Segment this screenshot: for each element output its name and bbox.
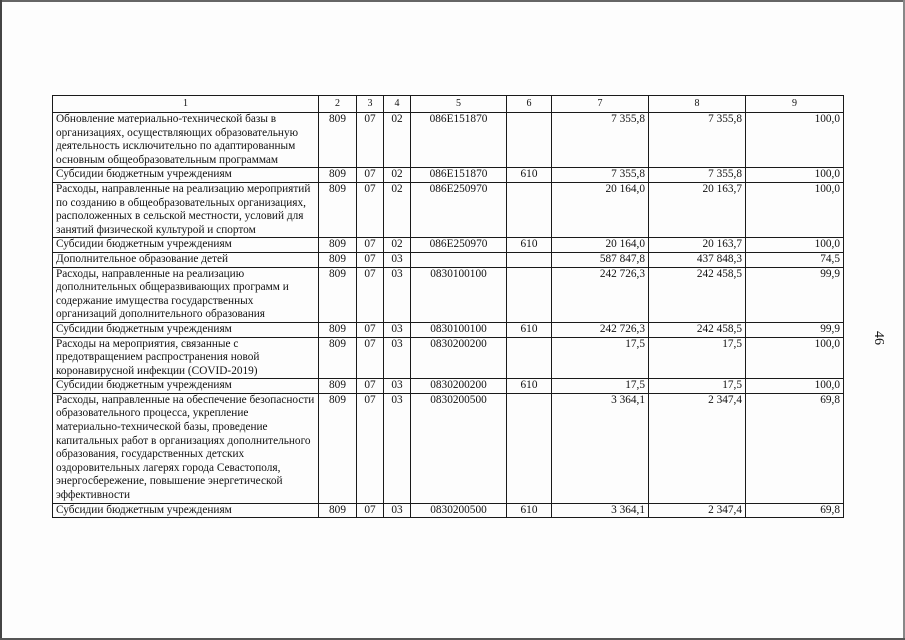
cell-planned: 3 364,1	[552, 393, 649, 503]
table-row	[53, 503, 844, 518]
cell-executed: 20 163,7	[649, 238, 746, 253]
cell-name: Субсидии бюджетным учреждениям	[53, 503, 319, 518]
cell-executed: 17,5	[649, 337, 746, 379]
cell-subsection-code: 03	[384, 379, 411, 394]
cell-target-article: 0830200200	[411, 379, 507, 394]
cell-section-code: 07	[357, 168, 384, 183]
cell-planned: 17,5	[552, 337, 649, 379]
header-col-9: 9	[746, 96, 844, 113]
budget-table	[52, 95, 844, 518]
cell-percent: 100,0	[746, 113, 844, 168]
cell-percent: 99,9	[746, 322, 844, 337]
cell-section-code: 07	[357, 238, 384, 253]
header-col-7: 7	[552, 96, 649, 113]
cell-name: Расходы, направленные на реализацию дополнительных общеразвивающих программ и содержание имущества государственных организаций дополнительного образования	[53, 267, 319, 322]
table-row	[53, 168, 844, 183]
table-row	[53, 393, 844, 503]
cell-planned: 17,5	[552, 379, 649, 394]
cell-percent: 74,5	[746, 252, 844, 267]
cell-expense-type	[507, 337, 552, 379]
cell-planned: 587 847,8	[552, 252, 649, 267]
cell-name: Обновление материально-технической базы в организациях, осуществляющих образовательную деятельность исключительно по адаптированным основным общеобразовательным программам	[53, 113, 319, 168]
cell-target-article: 086E151870	[411, 113, 507, 168]
cell-planned: 7 355,8	[552, 168, 649, 183]
cell-planned: 7 355,8	[552, 113, 649, 168]
cell-expense-type: 610	[507, 238, 552, 253]
cell-subsection-code: 03	[384, 337, 411, 379]
header-col-2: 2	[319, 96, 357, 113]
cell-percent: 100,0	[746, 182, 844, 237]
cell-subsection-code: 02	[384, 182, 411, 237]
cell-ministry-code: 809	[319, 503, 357, 518]
cell-expense-type: 610	[507, 503, 552, 518]
table-body	[53, 113, 844, 518]
cell-expense-type	[507, 182, 552, 237]
cell-target-article: 086E151870	[411, 168, 507, 183]
table-row	[53, 267, 844, 322]
cell-executed: 242 458,5	[649, 322, 746, 337]
cell-percent: 69,8	[746, 503, 844, 518]
cell-executed: 7 355,8	[649, 168, 746, 183]
table-row	[53, 113, 844, 168]
cell-ministry-code: 809	[319, 168, 357, 183]
cell-section-code: 07	[357, 393, 384, 503]
cell-planned: 242 726,3	[552, 267, 649, 322]
page-number: 46	[871, 331, 886, 345]
cell-planned: 20 164,0	[552, 238, 649, 253]
header-col-6: 6	[507, 96, 552, 113]
header-col-3: 3	[357, 96, 384, 113]
cell-section-code: 07	[357, 252, 384, 267]
cell-name: Субсидии бюджетным учреждениям	[53, 168, 319, 183]
cell-executed: 2 347,4	[649, 393, 746, 503]
cell-ministry-code: 809	[319, 322, 357, 337]
cell-planned: 242 726,3	[552, 322, 649, 337]
cell-ministry-code: 809	[319, 393, 357, 503]
cell-subsection-code: 03	[384, 322, 411, 337]
cell-percent: 99,9	[746, 267, 844, 322]
cell-executed: 7 355,8	[649, 113, 746, 168]
table-row	[53, 322, 844, 337]
cell-subsection-code: 03	[384, 393, 411, 503]
cell-section-code: 07	[357, 267, 384, 322]
cell-ministry-code: 809	[319, 238, 357, 253]
cell-subsection-code: 03	[384, 252, 411, 267]
cell-subsection-code: 03	[384, 503, 411, 518]
cell-subsection-code: 02	[384, 113, 411, 168]
cell-subsection-code: 03	[384, 267, 411, 322]
scan-edge-left	[0, 0, 2, 640]
cell-ministry-code: 809	[319, 182, 357, 237]
cell-expense-type	[507, 113, 552, 168]
cell-target-article: 0830200500	[411, 503, 507, 518]
cell-percent: 100,0	[746, 238, 844, 253]
cell-percent: 69,8	[746, 393, 844, 503]
cell-percent: 100,0	[746, 168, 844, 183]
cell-executed: 2 347,4	[649, 503, 746, 518]
cell-ministry-code: 809	[319, 267, 357, 322]
table-row	[53, 252, 844, 267]
cell-subsection-code: 02	[384, 168, 411, 183]
header-col-1: 1	[53, 96, 319, 113]
cell-section-code: 07	[357, 322, 384, 337]
cell-target-article: 0830100100	[411, 322, 507, 337]
scan-edge-top	[0, 0, 905, 2]
header-col-5: 5	[411, 96, 507, 113]
cell-expense-type: 610	[507, 168, 552, 183]
table-row	[53, 379, 844, 394]
cell-expense-type	[507, 252, 552, 267]
cell-target-article: 0830200500	[411, 393, 507, 503]
cell-target-article	[411, 252, 507, 267]
cell-section-code: 07	[357, 503, 384, 518]
cell-expense-type	[507, 393, 552, 503]
cell-percent: 100,0	[746, 337, 844, 379]
cell-planned: 20 164,0	[552, 182, 649, 237]
cell-ministry-code: 809	[319, 379, 357, 394]
cell-executed: 242 458,5	[649, 267, 746, 322]
cell-executed: 17,5	[649, 379, 746, 394]
cell-ministry-code: 809	[319, 252, 357, 267]
header-col-8: 8	[649, 96, 746, 113]
cell-name: Расходы на мероприятия, связанные с предотвращением распространения новой коронавирусной инфекции (COVID-2019)	[53, 337, 319, 379]
table-row	[53, 337, 844, 379]
cell-executed: 20 163,7	[649, 182, 746, 237]
cell-expense-type: 610	[507, 322, 552, 337]
cell-section-code: 07	[357, 113, 384, 168]
cell-target-article: 0830100100	[411, 267, 507, 322]
cell-name: Дополнительное образование детей	[53, 252, 319, 267]
cell-name: Субсидии бюджетным учреждениям	[53, 238, 319, 253]
cell-name: Расходы, направленные на обеспечение безопасности образовательного процесса, укрепление материально-технической базы, проведение капитальных работ в организациях дополнительного образования, государственных детских оздоровительных лагерях города Севастополя, энергосбережение, повышение энергетической эффективности	[53, 393, 319, 503]
cell-percent: 100,0	[746, 379, 844, 394]
cell-target-article: 0830200200	[411, 337, 507, 379]
cell-expense-type: 610	[507, 379, 552, 394]
cell-name: Субсидии бюджетным учреждениям	[53, 379, 319, 394]
cell-target-article: 086E250970	[411, 182, 507, 237]
table-row	[53, 182, 844, 237]
cell-name: Расходы, направленные на реализацию мероприятий по созданию в общеобразовательных организациях, расположенных в сельской местности, условий для занятий физической культурой и спортом	[53, 182, 319, 237]
header-col-4: 4	[384, 96, 411, 113]
cell-section-code: 07	[357, 379, 384, 394]
cell-executed: 437 848,3	[649, 252, 746, 267]
cell-name: Субсидии бюджетным учреждениям	[53, 322, 319, 337]
cell-ministry-code: 809	[319, 113, 357, 168]
cell-section-code: 07	[357, 337, 384, 379]
cell-target-article: 086E250970	[411, 238, 507, 253]
cell-planned: 3 364,1	[552, 503, 649, 518]
table-row	[53, 238, 844, 253]
cell-ministry-code: 809	[319, 337, 357, 379]
table-header-row	[53, 96, 844, 113]
cell-expense-type	[507, 267, 552, 322]
cell-subsection-code: 02	[384, 238, 411, 253]
cell-section-code: 07	[357, 182, 384, 237]
